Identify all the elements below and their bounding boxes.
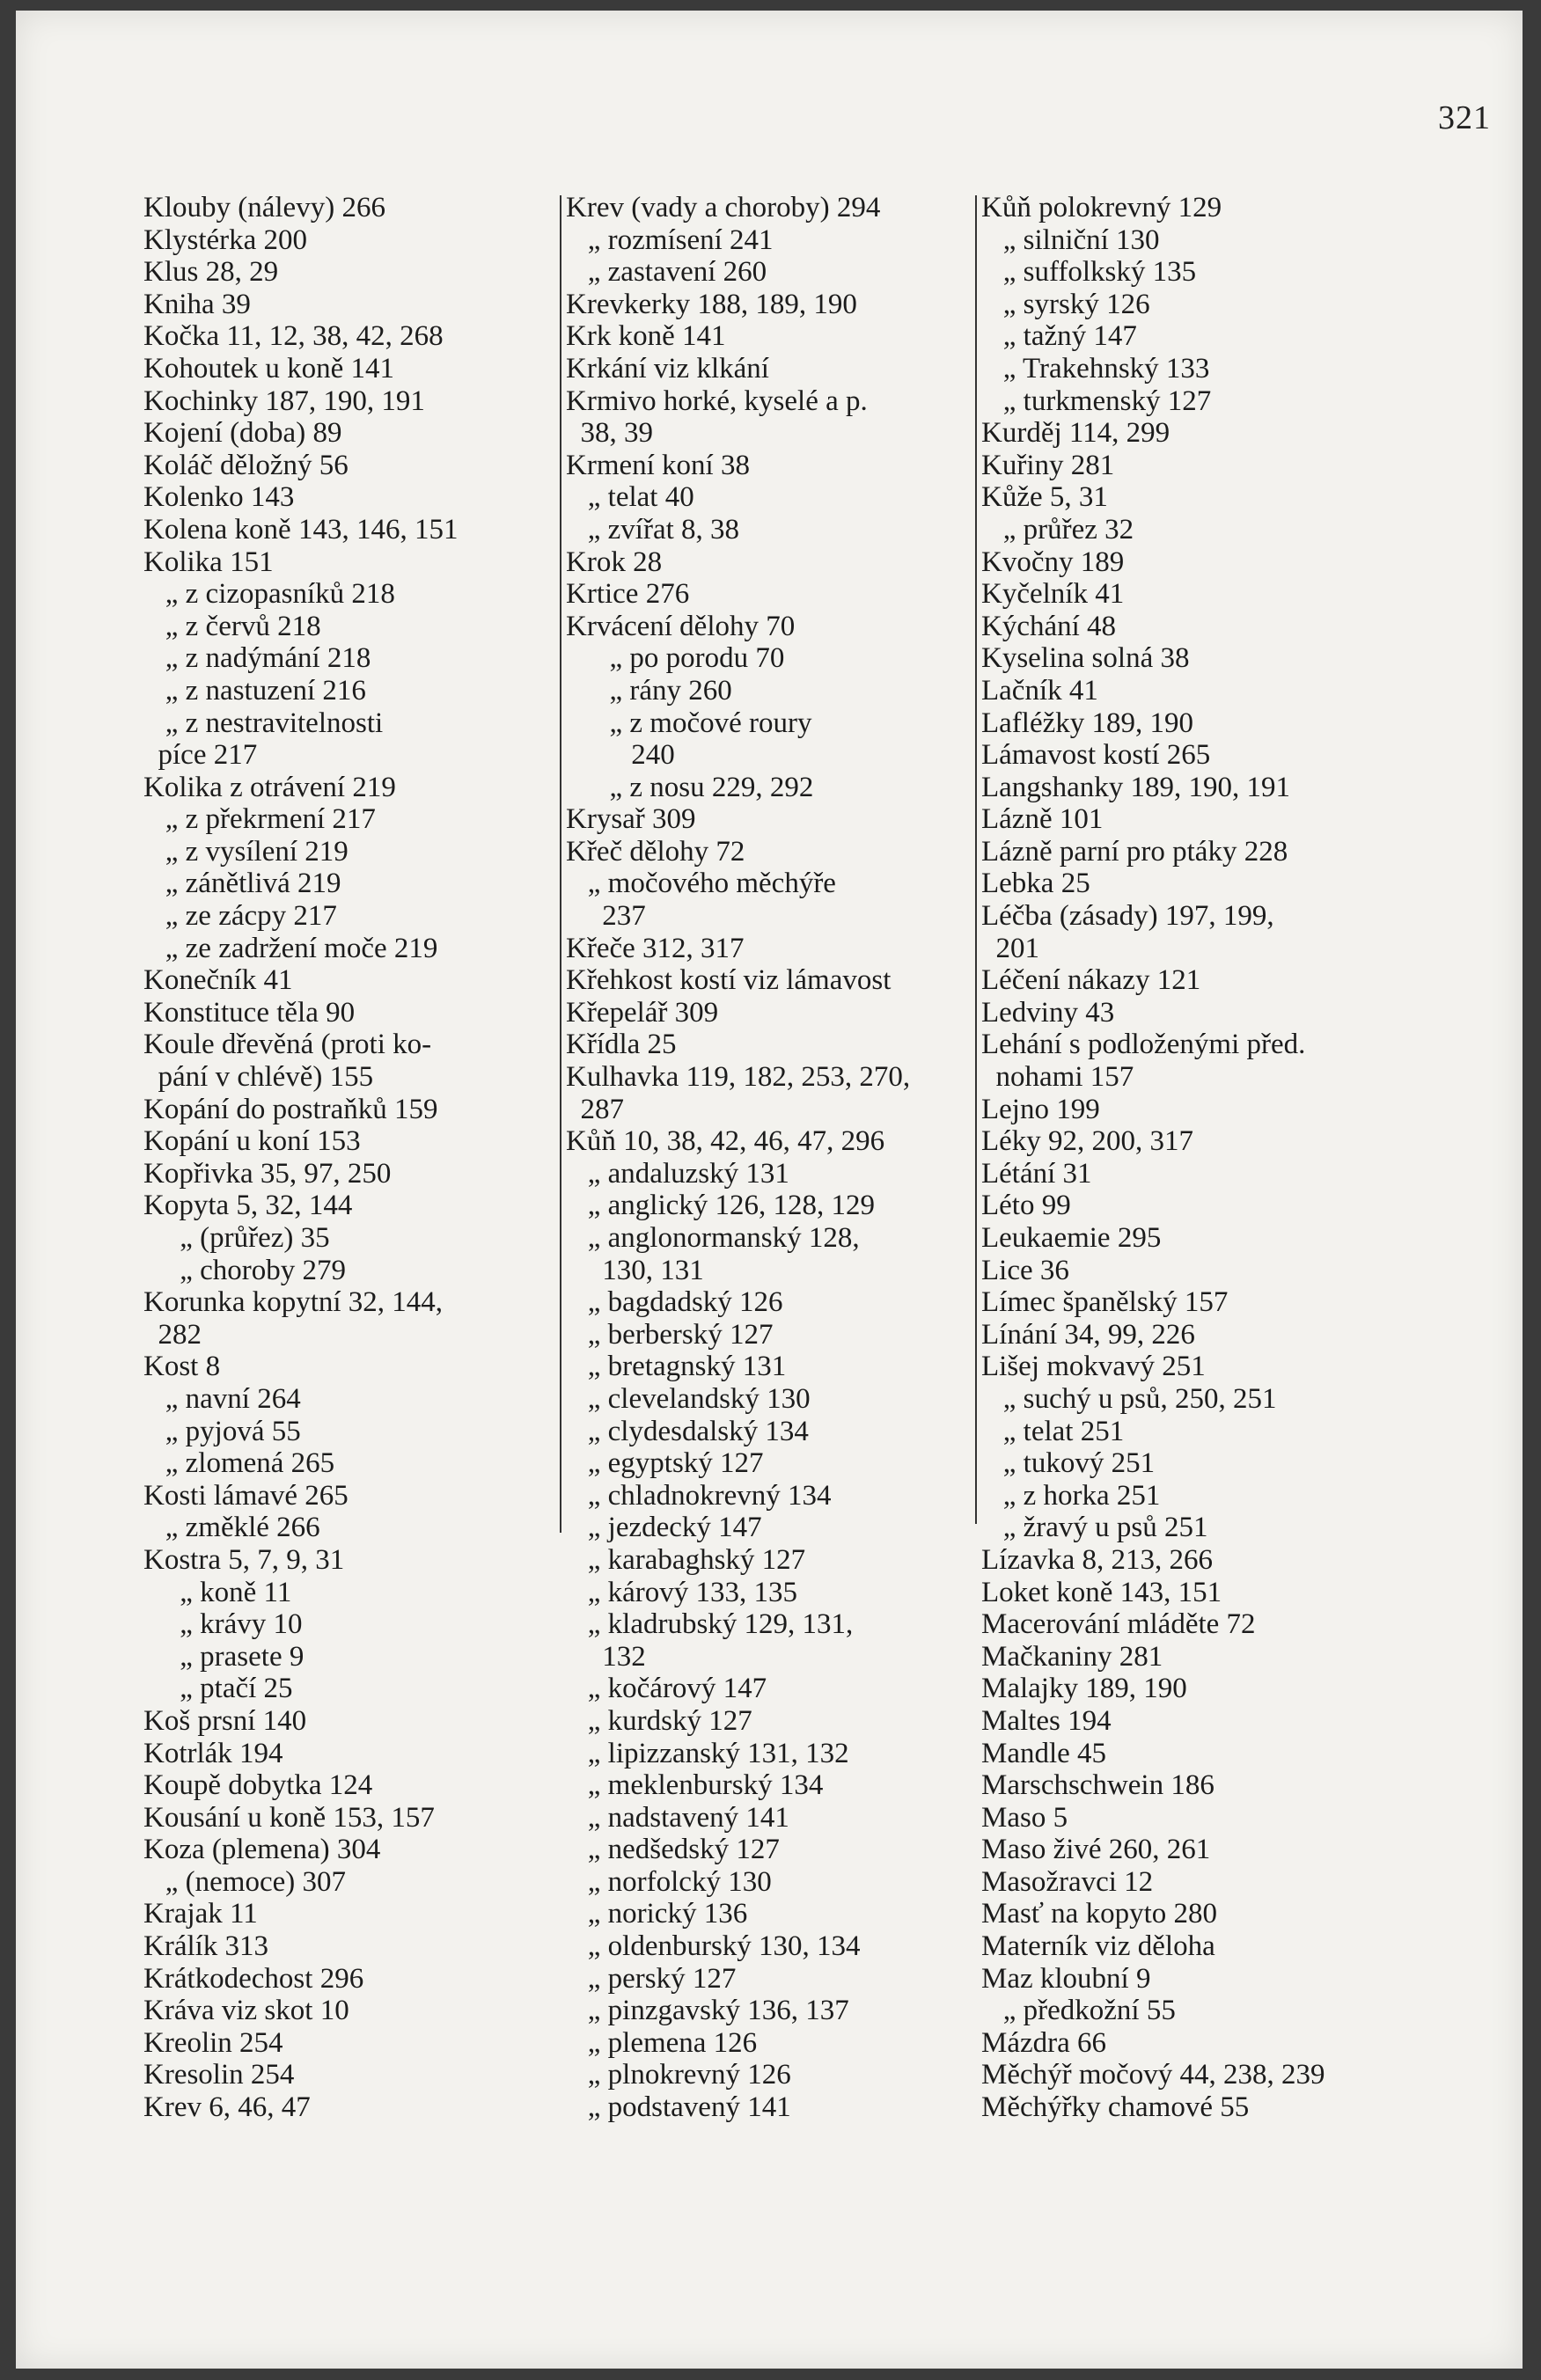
index-entry: Leukaemie 295: [981, 1222, 1162, 1254]
index-entry: Lízavka 8, 213, 266: [981, 1543, 1214, 1576]
index-entry: Léto 99: [981, 1190, 1071, 1222]
index-entry: Kýchání 48: [981, 610, 1117, 642]
index-entry: „ perský 127: [566, 1962, 737, 1995]
index-entry: Marschschwein 186: [981, 1769, 1214, 1802]
index-entry: „ suffolkský 135: [981, 256, 1197, 289]
index-entry: Lejno 199: [981, 1093, 1100, 1125]
index-entry: Kolenko 143: [143, 481, 295, 514]
index-entry: Koza (plemena) 304: [143, 1834, 381, 1866]
index-entry: Kopání do postraňků 159: [143, 1093, 438, 1125]
index-entry: „ zlomená 265: [143, 1447, 335, 1480]
index-entry: Kotrlák 194: [143, 1737, 283, 1769]
index-entry: Křehkost kostí viz lámavost: [566, 964, 892, 997]
index-entry: Kolika 151: [143, 546, 274, 578]
index-entry: „ plnokrevný 126: [566, 2059, 791, 2091]
index-entry: Kniha 39: [143, 288, 251, 320]
index-entry: „ močového měchýře: [566, 868, 836, 900]
index-entry: „ Trakehnský 133: [981, 352, 1210, 384]
index-entry: „ průřez 32: [981, 513, 1134, 546]
index-entry: Materník viz děloha: [981, 1930, 1215, 1963]
index-entry: Lehání s podloženými před.: [981, 1029, 1306, 1061]
index-entry: „ změklé 266: [143, 1512, 320, 1544]
index-entry: „ kočárový 147: [566, 1673, 767, 1705]
index-entry: „ syrský 126: [981, 288, 1150, 320]
index-entry: Křeč dělohy 72: [566, 835, 745, 868]
index-entry: „ po porodu 70: [566, 642, 785, 675]
index-entry: Lázně parní pro ptáky 228: [981, 835, 1288, 868]
index-entry: „ z horka 251: [981, 1479, 1161, 1512]
index-entry: „ kurdský 127: [566, 1704, 752, 1737]
index-entry: Křeče 312, 317: [566, 932, 745, 964]
index-entry: Krk koně 141: [566, 320, 726, 353]
index-entry: 132: [566, 1640, 646, 1673]
index-entry: „ silniční 130: [981, 223, 1160, 256]
index-entry: Konečník 41: [143, 964, 293, 997]
index-entry: Macerování mláděte 72: [981, 1608, 1256, 1641]
index-entry: Maltes 194: [981, 1704, 1112, 1737]
index-entry: „ egyptský 127: [566, 1447, 764, 1480]
index-entry: Krkání viz klkání: [566, 352, 769, 384]
index-entry: Konstituce těla 90: [143, 996, 356, 1029]
index-entry: „ předkožní 55: [981, 1995, 1176, 2027]
index-entry: Krysař 309: [566, 803, 696, 836]
index-entry: Léky 92, 200, 317: [981, 1125, 1194, 1158]
index-entry: 38, 39: [566, 417, 653, 450]
index-entry: „ prasete 9: [143, 1640, 305, 1673]
index-entry: Létání 31: [981, 1157, 1092, 1190]
index-entry: „ choroby 279: [143, 1254, 347, 1286]
index-entry: „ navní 264: [143, 1382, 301, 1415]
book-page: [16, 11, 1523, 2369]
index-entry: Křepelář 309: [566, 996, 719, 1029]
index-entry: „ žravý u psů 251: [981, 1512, 1208, 1544]
index-entry: Měchýř močový 44, 238, 239: [981, 2059, 1325, 2091]
index-entry: „ anglonormanský 128,: [566, 1222, 860, 1254]
index-entry: Kyčelník 41: [981, 578, 1125, 611]
index-entry: „ norický 136: [566, 1898, 748, 1930]
index-entry: Kousání u koně 153, 157: [143, 1801, 435, 1834]
index-entry: Kreolin 254: [143, 2026, 283, 2059]
index-entry: Koláč děložný 56: [143, 449, 349, 481]
index-entry: „ pyjová 55: [143, 1415, 301, 1447]
index-entry: Mačkaniny 281: [981, 1640, 1163, 1673]
index-entry: Krtice 276: [566, 578, 690, 611]
index-entry: pání v chlévě) 155: [143, 1061, 374, 1094]
index-entry: Kolena koně 143, 146, 151: [143, 513, 459, 546]
index-entry: Kolika z otrávení 219: [143, 771, 396, 803]
index-entry: „ ze zadržení moče 219: [143, 932, 438, 964]
index-entry: „ turkmenský 127: [981, 384, 1212, 417]
index-entry: Krevkerky 188, 189, 190: [566, 288, 857, 320]
index-entry: 201: [981, 932, 1039, 964]
index-entry: Loket koně 143, 151: [981, 1576, 1222, 1608]
index-entry: „ berberský 127: [566, 1318, 774, 1351]
index-entry: Kurděj 114, 299: [981, 417, 1170, 450]
index-entry: Kulhavka 119, 182, 253, 270,: [566, 1061, 911, 1094]
index-entry: Lačník 41: [981, 674, 1098, 707]
index-entry: Kresolin 254: [143, 2059, 295, 2091]
index-entry: „ koně 11: [143, 1576, 292, 1608]
column-divider: [975, 195, 977, 1524]
index-entry: „ krávy 10: [143, 1608, 303, 1641]
index-entry: Koš prsní 140: [143, 1704, 307, 1737]
index-entry: „ meklenburský 134: [566, 1769, 824, 1802]
index-entry: „ nadstavený 141: [566, 1801, 789, 1834]
index-entry: nohami 157: [981, 1061, 1134, 1094]
index-entry: Kůň polokrevný 129: [981, 192, 1222, 223]
index-entry: Kojení (doba) 89: [143, 417, 342, 450]
index-entry: Kuřiny 281: [981, 449, 1115, 481]
index-entry: Kůň 10, 38, 42, 46, 47, 296: [566, 1125, 885, 1158]
column-divider: [560, 195, 561, 1533]
index-entry: „ karabaghský 127: [566, 1543, 806, 1576]
index-entry: „ zánětlivá 219: [143, 868, 341, 900]
index-entry: „ oldenburský 130, 134: [566, 1930, 861, 1963]
index-entry: Mázdra 66: [981, 2026, 1107, 2059]
index-entry: Koupě dobytka 124: [143, 1769, 373, 1802]
index-entry: Kvočny 189: [981, 546, 1125, 578]
index-entry: Kráva viz skot 10: [143, 1995, 349, 2027]
index-entry: „ z cizopasníků 218: [143, 578, 395, 611]
index-entry: Lázně 101: [981, 803, 1104, 836]
index-entry: „ bretagnský 131: [566, 1351, 787, 1383]
index-entry: Klystérka 200: [143, 223, 308, 256]
index-entry: Kostra 5, 7, 9, 31: [143, 1543, 345, 1576]
index-entry: „ anglický 126, 128, 129: [566, 1190, 876, 1222]
index-entry: Kochinky 187, 190, 191: [143, 384, 425, 417]
index-entry: Lebka 25: [981, 868, 1090, 900]
index-entry: „ clydesdalský 134: [566, 1415, 809, 1447]
index-entry: „ zvířat 8, 38: [566, 513, 740, 546]
index-entry: Lišej mokvavý 251: [981, 1351, 1206, 1383]
index-entry: Korunka kopytní 32, 144,: [143, 1286, 444, 1319]
index-entry: „ chladnokrevný 134: [566, 1479, 832, 1512]
index-entry: Límec španělský 157: [981, 1286, 1229, 1319]
index-entry: Krátkodechost 296: [143, 1962, 364, 1995]
index-entry: „ jezdecký 147: [566, 1512, 762, 1544]
index-column-1: [143, 192, 557, 2124]
index-entry: Maso 5: [981, 1801, 1068, 1834]
index-entry: „ tažný 147: [981, 320, 1137, 353]
index-entry: Klus 28, 29: [143, 256, 279, 289]
index-entry: „ z překrmení 217: [143, 803, 376, 836]
index-entry: Měchýřky chamové 55: [981, 2091, 1250, 2124]
index-entry: Kyselina solná 38: [981, 642, 1190, 675]
index-entry: „ ze zácpy 217: [143, 900, 337, 933]
index-entry: Maso živé 260, 261: [981, 1834, 1211, 1866]
index-entry: „ z vysílení 219: [143, 835, 349, 868]
index-entry: Mandle 45: [981, 1737, 1107, 1769]
index-entry: Koule dřevěná (proti ko-: [143, 1029, 432, 1061]
index-entry: 282: [143, 1318, 202, 1351]
index-entry: Krmivo horké, kyselé a p.: [566, 384, 868, 417]
index-entry: Krok 28: [566, 546, 663, 578]
index-column-2: [566, 192, 980, 2124]
index-entry: 130, 131: [566, 1254, 704, 1286]
index-entry: Krev (vady a choroby) 294: [566, 192, 881, 223]
index-entry: 287: [566, 1093, 624, 1125]
index-entry: „ kárový 133, 135: [566, 1576, 798, 1608]
index-entry: „ zastavení 260: [566, 256, 767, 289]
index-entry: Kost 8: [143, 1351, 221, 1383]
index-entry: „ plemena 126: [566, 2026, 758, 2059]
index-entry: Kopání u koní 153: [143, 1125, 361, 1158]
index-entry: „ nedšedský 127: [566, 1834, 780, 1866]
index-entry: Krvácení dělohy 70: [566, 610, 796, 642]
index-entry: Línání 34, 99, 226: [981, 1318, 1195, 1351]
index-entry: „ z močové roury: [566, 707, 812, 739]
index-entry: „ rány 260: [566, 674, 732, 707]
index-entry: Léčba (zásady) 197, 199,: [981, 900, 1274, 933]
index-entry: Masožravci 12: [981, 1865, 1154, 1898]
index-entry: Lafléžky 189, 190: [981, 707, 1194, 739]
index-entry: „ norfolcký 130: [566, 1865, 772, 1898]
index-entry: Krajak 11: [143, 1898, 258, 1930]
index-entry: „ z červů 218: [143, 610, 321, 642]
index-entry: Krmení koní 38: [566, 449, 750, 481]
index-entry: Krev 6, 46, 47: [143, 2091, 311, 2124]
index-entry: „ kladrubský 129, 131,: [566, 1608, 854, 1641]
index-entry: „ z nestravitelnosti: [143, 707, 384, 739]
index-entry: „ bagdadský 126: [566, 1286, 783, 1319]
index-entry: „ podstavený 141: [566, 2091, 791, 2124]
index-entry: Lice 36: [981, 1254, 1069, 1286]
index-column-3: [981, 192, 1395, 2124]
index-entry: „ z nastuzení 216: [143, 674, 366, 707]
index-entry: Kohoutek u koně 141: [143, 352, 395, 384]
index-entry: „ tukový 251: [981, 1447, 1156, 1480]
index-entry: Malajky 189, 190: [981, 1673, 1187, 1705]
index-entry: Léčení nákazy 121: [981, 964, 1201, 997]
index-entry: „ telat 40: [566, 481, 694, 514]
index-entry: píce 217: [143, 739, 258, 772]
index-entry: „ rozmísení 241: [566, 223, 774, 256]
index-entry: 240: [566, 739, 675, 772]
index-entry: „ lipizzanský 131, 132: [566, 1737, 849, 1769]
index-entry: 237: [566, 900, 646, 933]
index-entry: Kočka 11, 12, 38, 42, 268: [143, 320, 444, 353]
index-entry: Králík 313: [143, 1930, 269, 1963]
index-entry: „ suchý u psů, 250, 251: [981, 1382, 1277, 1415]
index-entry: „ z nadýmání 218: [143, 642, 371, 675]
index-entry: Maz kloubní 9: [981, 1962, 1151, 1995]
index-entry: Kosti lámavé 265: [143, 1479, 349, 1512]
page-number: 321: [1438, 99, 1491, 136]
index-entry: Klouby (nálevy) 266: [143, 192, 385, 223]
index-entry: „ z nosu 229, 292: [566, 771, 814, 803]
index-entry: Ledviny 43: [981, 996, 1115, 1029]
index-entry: Langshanky 189, 190, 191: [981, 771, 1291, 803]
index-entry: Kůže 5, 31: [981, 481, 1108, 514]
index-entry: „ (průřez) 35: [143, 1222, 330, 1254]
index-entry: „ andaluzský 131: [566, 1157, 789, 1190]
index-entry: Masť na kopyto 280: [981, 1898, 1217, 1930]
index-entry: „ telat 251: [981, 1415, 1125, 1447]
index-entry: „ (nemoce) 307: [143, 1865, 346, 1898]
index-entry: Kopyta 5, 32, 144: [143, 1190, 353, 1222]
index-entry: „ ptačí 25: [143, 1673, 293, 1705]
index-entry: Lámavost kostí 265: [981, 739, 1211, 772]
index-entry: „ clevelandský 130: [566, 1382, 811, 1415]
index-entry: „ pinzgavský 136, 137: [566, 1995, 849, 2027]
index-entry: Kopřivka 35, 97, 250: [143, 1157, 392, 1190]
index-entry: Křídla 25: [566, 1029, 677, 1061]
